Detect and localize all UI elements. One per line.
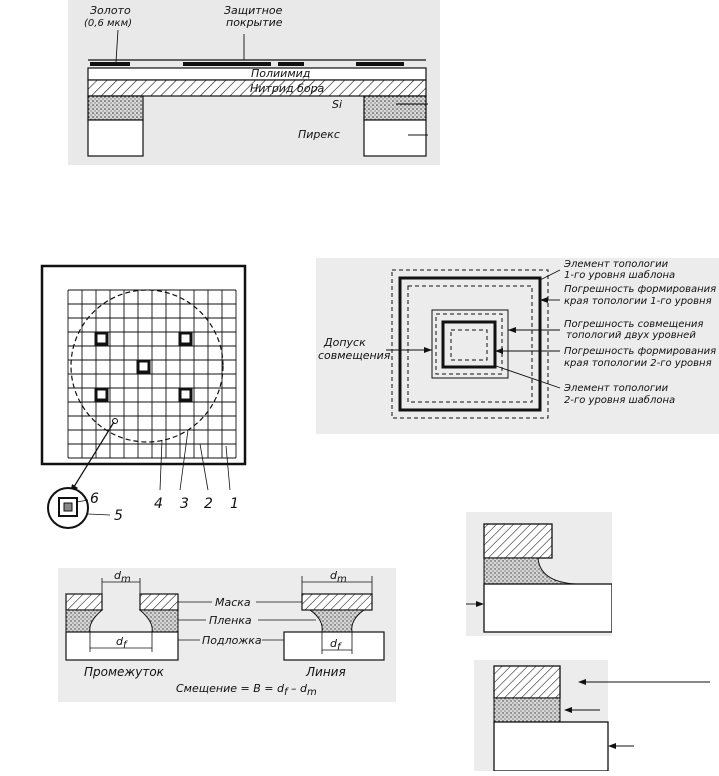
label-3: 3 xyxy=(180,496,189,512)
figure-vertical-profile xyxy=(474,660,712,771)
leader-3 xyxy=(180,430,188,490)
label-elem1-b: 1-го уровня шаблона xyxy=(564,270,676,281)
grid-cells xyxy=(68,290,236,458)
alignment-mark xyxy=(180,333,191,344)
pyrex-block-left xyxy=(88,120,143,156)
substrate-block xyxy=(484,584,612,632)
figure-alignment-tolerance xyxy=(316,258,719,434)
pyrex-block-right xyxy=(364,120,426,156)
label-polyimide: Полиимид xyxy=(251,67,311,80)
leader-5 xyxy=(88,514,110,515)
mask-right xyxy=(302,594,372,610)
membrane-diagram xyxy=(68,0,440,165)
label-pyrex: Пирекс xyxy=(298,128,340,141)
mask-block xyxy=(484,524,552,558)
label-edge2-b: края топологии 2-го уровня xyxy=(564,358,712,369)
label-elem1-a: Элемент топологии xyxy=(564,259,669,270)
figure-etch-undercut xyxy=(58,568,396,702)
gold-pad xyxy=(356,62,404,66)
label-align-b: топологий двух уровней xyxy=(566,330,696,341)
label-si: Si xyxy=(332,98,343,111)
figure-wafer-grid xyxy=(30,262,262,532)
tolerance-diagram xyxy=(316,258,719,434)
vertical-profile-diagram xyxy=(474,660,712,771)
label-protective-2: покрытие xyxy=(226,16,283,29)
wafer-diagram xyxy=(30,262,262,532)
label-align-a: Погрешность совмещения xyxy=(564,319,704,330)
label-mask: Маска xyxy=(215,596,251,609)
alignment-mark xyxy=(180,389,191,400)
alignment-mark xyxy=(138,361,149,372)
label-df-right: df xyxy=(330,637,341,653)
leader-1 xyxy=(226,446,230,490)
label-2: 2 xyxy=(204,496,213,512)
si-block-right xyxy=(364,96,426,120)
alignment-mark xyxy=(96,333,107,344)
gold-pad xyxy=(183,62,271,66)
gold-pad xyxy=(90,62,130,66)
label-edge1-b: края топологии 1-го уровня xyxy=(564,296,712,307)
si-block-left xyxy=(88,96,143,120)
substrate-block xyxy=(494,722,608,771)
film-block xyxy=(494,698,560,722)
alignment-mark xyxy=(96,389,107,400)
label-elem2-b: 2-го уровня шаблона xyxy=(564,395,676,406)
magnified-mark-inner xyxy=(64,503,72,511)
mask-frame xyxy=(42,266,245,464)
label-film: Пленка xyxy=(209,614,252,627)
label-protective-1: Защитное xyxy=(224,4,283,17)
label-gap: Промежуток xyxy=(84,665,164,679)
leader-2 xyxy=(200,444,208,490)
label-6: 6 xyxy=(90,491,99,507)
mask-left-b xyxy=(140,594,178,610)
label-gold-thickness: (0,6 мкм) xyxy=(84,18,133,29)
label-gold: Золото xyxy=(90,4,131,17)
label-edge1-a: Погрешность формирования xyxy=(564,284,717,295)
undercut-profile-diagram xyxy=(466,512,612,636)
undercut-diagram xyxy=(58,568,396,702)
zoom-arrow xyxy=(72,422,114,490)
wafer-outline xyxy=(71,290,223,442)
pointer-substrate-head xyxy=(608,743,616,749)
figure-undercut-profile xyxy=(466,512,612,636)
label-line: Линия xyxy=(306,665,346,679)
label-tolerance-a: Допуск xyxy=(324,336,366,349)
label-dm-left: dm xyxy=(114,569,131,585)
label-tolerance-b: совмещения xyxy=(318,349,391,362)
mask-block xyxy=(494,666,560,698)
label-1: 1 xyxy=(230,496,239,512)
label-substrate: Подложка xyxy=(202,634,262,647)
label-4: 4 xyxy=(154,496,163,512)
gold-pad xyxy=(278,62,304,66)
mask-left-a xyxy=(66,594,102,610)
label-dm-right: dm xyxy=(330,569,347,585)
label-df-left: df xyxy=(116,635,127,651)
label-5: 5 xyxy=(114,508,123,524)
label-elem2-a: Элемент топологии xyxy=(564,383,669,394)
label-edge2-a: Погрешность формирования xyxy=(564,346,717,357)
figure-membrane-cross-section xyxy=(68,0,440,165)
label-boron-nitride: Нитрид бора xyxy=(250,82,325,95)
label-offset-formula: Смещение = B = df – dm xyxy=(176,682,317,698)
